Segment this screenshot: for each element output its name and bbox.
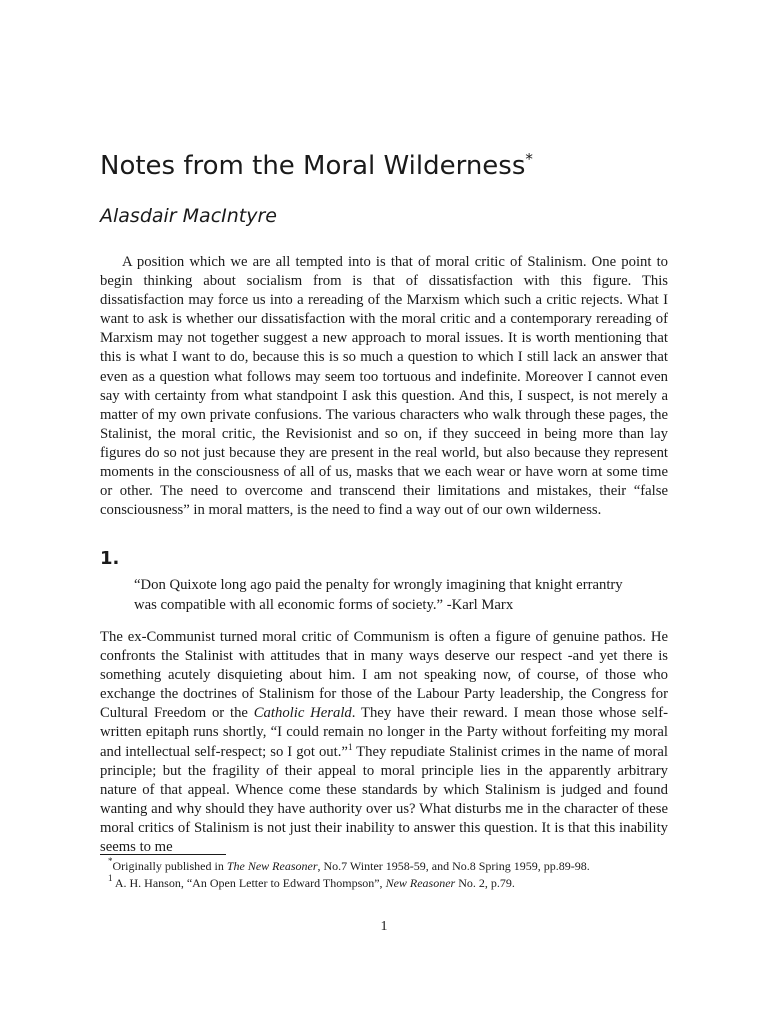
footnote-star-italic: The New Reasoner — [226, 859, 318, 873]
footnote-1-italic: New Reasoner — [385, 876, 456, 890]
section-heading: 1. — [100, 548, 120, 569]
article-author: Alasdair MacIntyre — [100, 205, 277, 227]
body-text-part-c: They repudiate Stalinist crimes in the name of moral principle; but the fragility of their appeal to moral principle lies in the apparently arbitrary nature of that appeal. Whence come these standards by which Stalinism is judged and found wanting and why should they have authority over us? What disturbs me in the character of these moral critics of Stalinism is not just their inability to answer this question. It is that this inability seems to me — [100, 743, 668, 856]
title-footnote-mark[interactable]: * — [525, 150, 533, 168]
footnote-ref-1[interactable]: 1 — [347, 741, 353, 752]
footnote-1 — [108, 875, 668, 892]
body-paragraph — [100, 628, 668, 857]
footnotes — [108, 858, 668, 892]
footnote-star-text-a: Originally published in — [112, 859, 227, 873]
footnote-star-text-b: , No.7 Winter 1958-59, and No.8 Spring 1959, pp.89-98. — [317, 859, 590, 873]
page-number: 1 — [380, 919, 388, 934]
body-text-part-b: . They have their reward. I mean those whose self-written epitaph runs shortly, “I could remain no longer in the Party without forfeiting my moral and intellectual self-respect; so I got out.” — [100, 705, 669, 760]
body-text-part-a: The ex-Communist turned moral critic of Communism is often a figure of genuine pathos. He confronts the Stalinist with attitudes that in many ways deserve our respect -and yet there is something acutely disquieting about him. I am not speaking now, of course, of those who exchange the doctrines of Stalinism for those of the Labour Party leadership, the Congress for Cultural Freedom or the — [100, 629, 668, 722]
footnote-star-mark: * — [108, 856, 113, 866]
article-title-text: Notes from the Moral Wilderness — [100, 151, 526, 181]
article-title — [100, 149, 700, 183]
footnote-1-text-a: A. H. Hanson, “An Open Letter to Edward Thompson”, — [112, 876, 386, 890]
footnote-1-mark: 1 — [108, 873, 113, 883]
body-italic-catholic-herald: Catholic Herald — [253, 705, 352, 722]
footnote-divider — [100, 854, 226, 855]
intro-paragraph: A position which we are all tempted into is that of moral critic of Stalinism. One point to begin thinking about socialism from is that of dissatisfaction with this figure. This dissatisfaction may force us into a rereading of the Marxism which such a critic rejects. What I want to ask is whether our dissatisfaction with the moral critic and a contemporary rereading of Marxism may not together suggest a new approach to moral issues. It is worth mentioning that this is what I want to do, because this is so much a question to which I still lack an answer that even as a question what follows may seem too tortuous and indefinite. Moreover I cannot even say with certainty from what standpoint I ask this question. And this, I suspect, is not merely a matter of my own private confusions. The various characters who walk through these pages, the Stalinist, the moral critic, the Revisionist and so on, if they succeed in being more than lay figures do so not just because they are present in the real world, but also because they represent moments in the consciousness of all of us, masks that we each wear or have worn at some time or other. The need to overcome and transcend their limitations and mistakes, their “false consciousness” in moral matters, is the need to find a way out of our own wilderness. — [100, 254, 668, 519]
epigraph-quote: “Don Quixote long ago paid the penalty for wrongly imagining that knight errantry was compatible with all economic forms of society.” -Karl Marx — [134, 577, 623, 613]
footnote-star — [108, 858, 668, 875]
footnote-1-text-b: No. 2, p.79. — [455, 876, 515, 890]
